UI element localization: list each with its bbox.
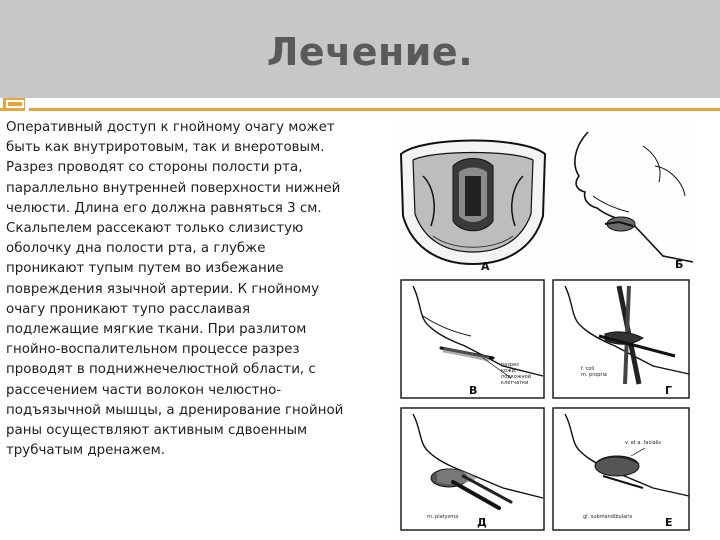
panel-b-label: Б: [675, 258, 684, 271]
panel-v-caption-1: разрез: [501, 362, 519, 368]
panel-v-caption-3: подкожной: [501, 374, 531, 380]
panel-d: [401, 408, 544, 530]
panel-g-caption-2: m. propria: [581, 372, 607, 378]
panel-v-caption-2: кожи,: [501, 368, 517, 374]
panel-e-label: Е: [665, 516, 673, 529]
panel-a-label: А: [481, 260, 490, 273]
panel-v-label: В: [469, 384, 478, 397]
panel-e-caption-bottom: gl. submandibularis: [583, 514, 633, 520]
panel-d-caption: m. platysma: [427, 514, 459, 520]
slide-title: Лечение.: [266, 30, 474, 74]
panel-g-label: Г: [665, 384, 673, 397]
panel-a: [401, 141, 545, 274]
body-paragraph: Оперативный доступ к гнойному очагу может быть как внутриротовым, так и внеротовым. Разрез проводят со стороны полости рта, параллельно внутренней поверхности нижней челюсти. Длина его должна равняться 3 см. Скальпелем рассекают только слизистую оболочку дна полости рта, а глубже проникают тупым путем во избежание повреждения язычной артерии. К гнойному очагу проникают тупо расслаивая подлежащие мягкие ткани. При разлитом гнойно-воспалительном процессе разрез проводят в поднижнечелюстной области, с рассечением части волокон челюстно-подъязычной мышцы, а дренирование гнойной раны осуществляют активным сдвоенным трубчатым дренажем.: [6, 120, 344, 459]
panel-e-caption-top: v. et a. facialis: [625, 440, 662, 446]
accent-marker-icon: [3, 98, 29, 111]
panel-e: [553, 408, 689, 530]
panel-g: [553, 280, 689, 398]
panel-d-label: Д: [477, 516, 487, 529]
surgical-illustration: [393, 126, 695, 534]
panel-v: [401, 280, 544, 398]
panel-v-caption-4: клетчатки: [501, 380, 529, 386]
panel-g-caption-1: f. coll: [581, 366, 595, 372]
accent-rule: [0, 108, 720, 111]
panel-b: [575, 132, 693, 271]
